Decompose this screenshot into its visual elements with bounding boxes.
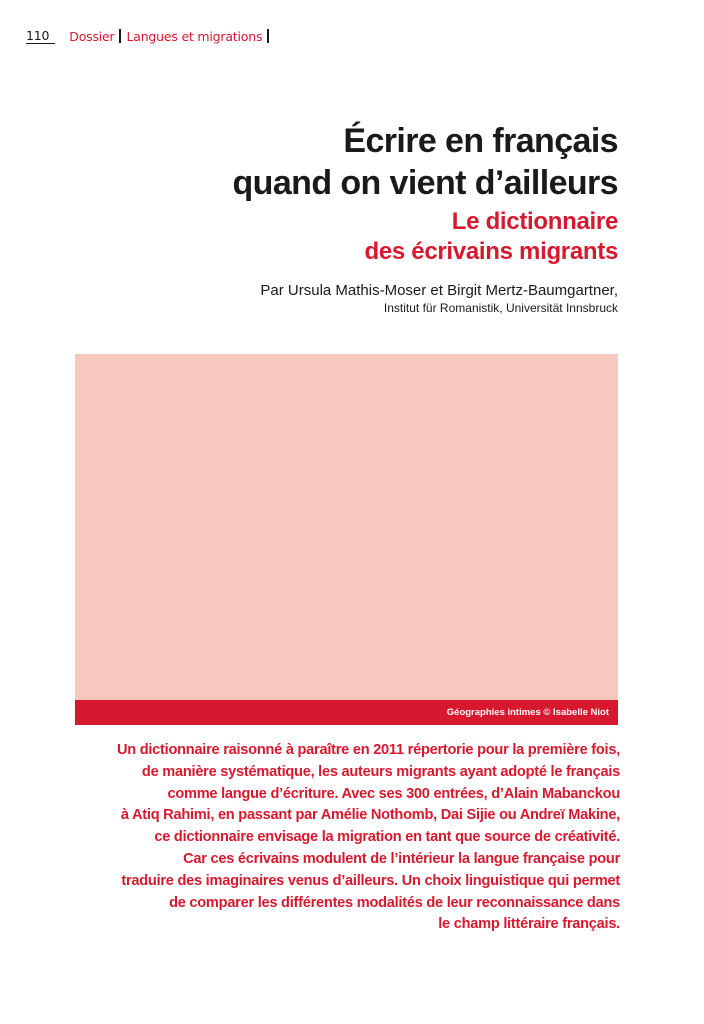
intro-line: à Atiq Rahimi, en passant par Amélie Nothomb, Dai Sijie ou Andreï Makine, bbox=[120, 807, 620, 824]
intro-line: le champ littéraire français. bbox=[438, 916, 620, 933]
header-divider-end bbox=[267, 29, 269, 43]
article-title-line: Écrire en français bbox=[343, 122, 618, 160]
article-title bbox=[233, 120, 619, 204]
article-subtitle-line: des écrivains migrants bbox=[364, 238, 618, 265]
article-title-line: quand on vient d’ailleurs bbox=[232, 164, 618, 202]
article-intro bbox=[60, 740, 620, 936]
intro-line: traduire des imaginaires venus d’ailleurs. Un choix linguistique qui permet bbox=[121, 872, 620, 889]
intro-line: comme langue d’écriture. Avec ses 300 entrées, d’Alain Mabanckou bbox=[167, 785, 620, 802]
subsection-label: Langues et migrations bbox=[126, 28, 263, 44]
author-affiliation: Institut für Romanistik, Universität Innsbruck bbox=[383, 301, 618, 315]
intro-line: ce dictionnaire envisage la migration en tant que source de créativité. bbox=[154, 829, 620, 846]
running-header bbox=[26, 27, 274, 45]
author-byline: Par Ursula Mathis-Moser et Birgit Mertz-Baumgartner, bbox=[260, 282, 618, 299]
intro-line: de comparer les différentes modalités de leur reconnaissance dans bbox=[169, 894, 620, 911]
header-divider bbox=[119, 29, 121, 43]
figure-image bbox=[75, 354, 618, 700]
figure-caption: Géographies intimes © Isabelle Niot bbox=[75, 700, 618, 725]
intro-line: Un dictionnaire raisonné à paraître en 2011 répertorie pour la première fois, bbox=[116, 742, 620, 758]
intro-line: Car ces écrivains modulent de l’intérieur la langue française pour bbox=[183, 850, 620, 867]
intro-line: de manière systématique, les auteurs migrants ayant adopté le français bbox=[141, 763, 620, 780]
article-subtitle bbox=[233, 207, 619, 267]
section-label: Dossier bbox=[69, 28, 115, 44]
article-heading bbox=[233, 120, 619, 316]
article-figure bbox=[75, 354, 618, 725]
article-subtitle-line: Le dictionnaire bbox=[451, 208, 618, 235]
page-number: 110 bbox=[26, 28, 55, 44]
